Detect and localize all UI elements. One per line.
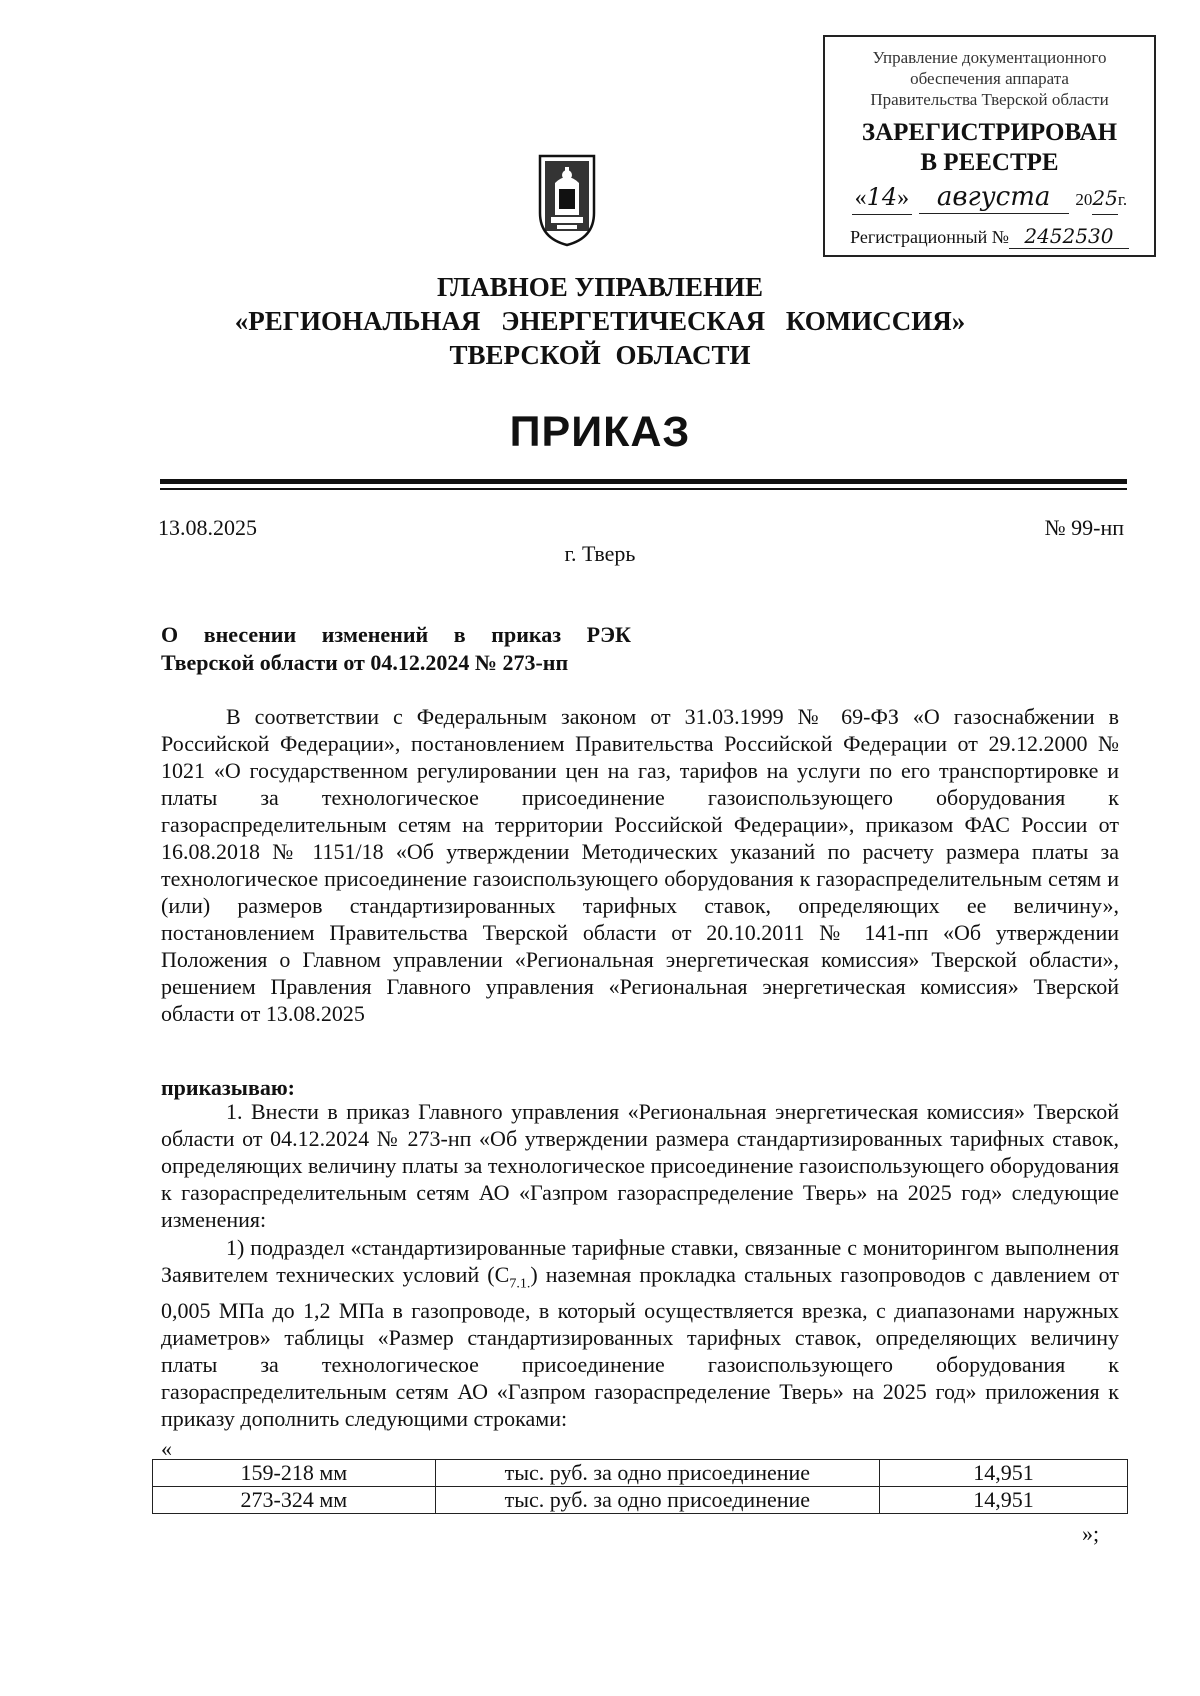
table-row — [153, 1487, 1128, 1514]
header-rule-thick — [160, 479, 1127, 484]
document-subject — [161, 621, 761, 677]
header-rule-thin — [160, 488, 1127, 490]
stamp-line-1: Управление документационного — [872, 48, 1107, 67]
unit-cell: тыс. руб. за одно присоединение — [435, 1487, 879, 1514]
org-name-line-3: ТВЕРСКОЙ ОБЛАСТИ — [449, 340, 751, 370]
coat-of-arms-icon — [537, 153, 597, 248]
unit-cell: тыс. руб. за одно присоединение — [435, 1460, 879, 1487]
document-number: № 99-нп — [1044, 515, 1124, 540]
stamp-year: 25 — [1092, 182, 1117, 215]
subject-line-2: Тверской области от 04.12.2024 № 273-нп — [161, 650, 569, 675]
item-1: 1. Внести в приказ Главного управления «Региональная энергетическая комиссия» Тверской области от 04.12.2024 № 273-нп «Об утверждении размера стандартизированных тарифных ставок, определяющих величину платы за технологическое присоединение газоиспользующего оборудования к газораспределительным сетям АО «Газпром газораспределение Тверь» на 2025 год» следующие изменения: — [161, 1099, 1119, 1232]
rates-table — [152, 1459, 1128, 1514]
org-name-line-1: ГЛАВНОЕ УПРАВЛЕНИЕ — [437, 272, 763, 302]
preamble-paragraph: В соответствии с Федеральным законом от 31.03.1999 № 69-ФЗ «О газоснабжении в Российской Федерации», постановлением Правительства Российской Федерации от 29.12.2000 № 1021 «О государственном регулировании цен на газ, тарифов на услуги по его транспортировке и платы за технологическое присоединение газоиспользующего оборудования к газораспределительным сетям на территории Российской Федерации», приказом ФАС России от 16.08.2018 № 1151/18 «Об утверждении Методических указаний по расчету размера платы за технологическое присоединение газоиспользующего оборудования к газораспределительным сетям и (или) размеров стандартизированных тарифных ставок, определяющих ее величину», постановлением Правительства Тверской области от 20.10.2011 № 141-пп «Об утверждении Положения о Главном управлении «Региональная энергетическая комиссия» Тверской области», решением Правления Главного управления «Региональная энергетическая комиссия» Тверской области от 13.08.2025 — [161, 704, 1119, 1026]
rate-value: 14,951 — [880, 1487, 1128, 1514]
subitem-1: 1) подраздел «стандартизированные тарифные ставки, связанные с мониторингом выполнения Заявителем технических условий $(С_{7.1.})$ наземная прокладка стальных газопроводов с давлением от 0,005 МПа до 1,2 МПа в газопроводе, в который осуществляется врезка, с диапазонами наружных диаметров» таблицы «Размер стандартизированных тарифных ставок, определяющих величину платы за технологическое присоединение газоиспользующего оборудования к газораспределительным сетям АО «Газпром газораспределение Тверь» на 2025 год» приложения к приказу дополнить следующими строками: — [161, 1235, 1119, 1432]
diameter-range: 159-218 мм — [153, 1460, 436, 1487]
diameter-range: 273-324 мм — [153, 1487, 436, 1514]
stamp-month: августа — [919, 181, 1069, 214]
stamp-line-3: Правительства Тверской области — [870, 90, 1109, 109]
subject-line-1: О внесении изменений в приказ РЭК — [161, 622, 631, 647]
stamp-day: 14 — [866, 183, 898, 211]
registration-stamp — [823, 35, 1156, 257]
document-type-title: ПРИКАЗ — [509, 408, 691, 456]
stamp-date: «14» августа 2025г. — [825, 180, 1154, 216]
stamp-registered: ЗАРЕГИСТРИРОВАН — [861, 119, 1118, 146]
table-close-quote: »; — [1082, 1521, 1100, 1546]
document-date: 13.08.2025 — [158, 515, 257, 540]
subscript-index: 7.1. — [509, 1276, 531, 1292]
document-city: г. Тверь — [564, 541, 636, 566]
order-word: приказываю: — [161, 1075, 295, 1100]
table-open-quote: « — [161, 1436, 172, 1461]
org-name-line-2: «РЕГИОНАЛЬНАЯ ЭНЕРГЕТИЧЕСКАЯ КОМИССИЯ» — [234, 306, 966, 336]
table-row — [153, 1460, 1128, 1487]
stamp-registration-number: Регистрационный № 2452530 — [825, 224, 1154, 249]
stamp-in-registry: В РЕЕСТРЕ — [920, 149, 1059, 176]
stamp-number-value: 2452530 — [1009, 224, 1129, 249]
stamp-line-2: обеспечения аппарата — [910, 69, 1069, 88]
rate-value: 14,951 — [880, 1460, 1128, 1487]
